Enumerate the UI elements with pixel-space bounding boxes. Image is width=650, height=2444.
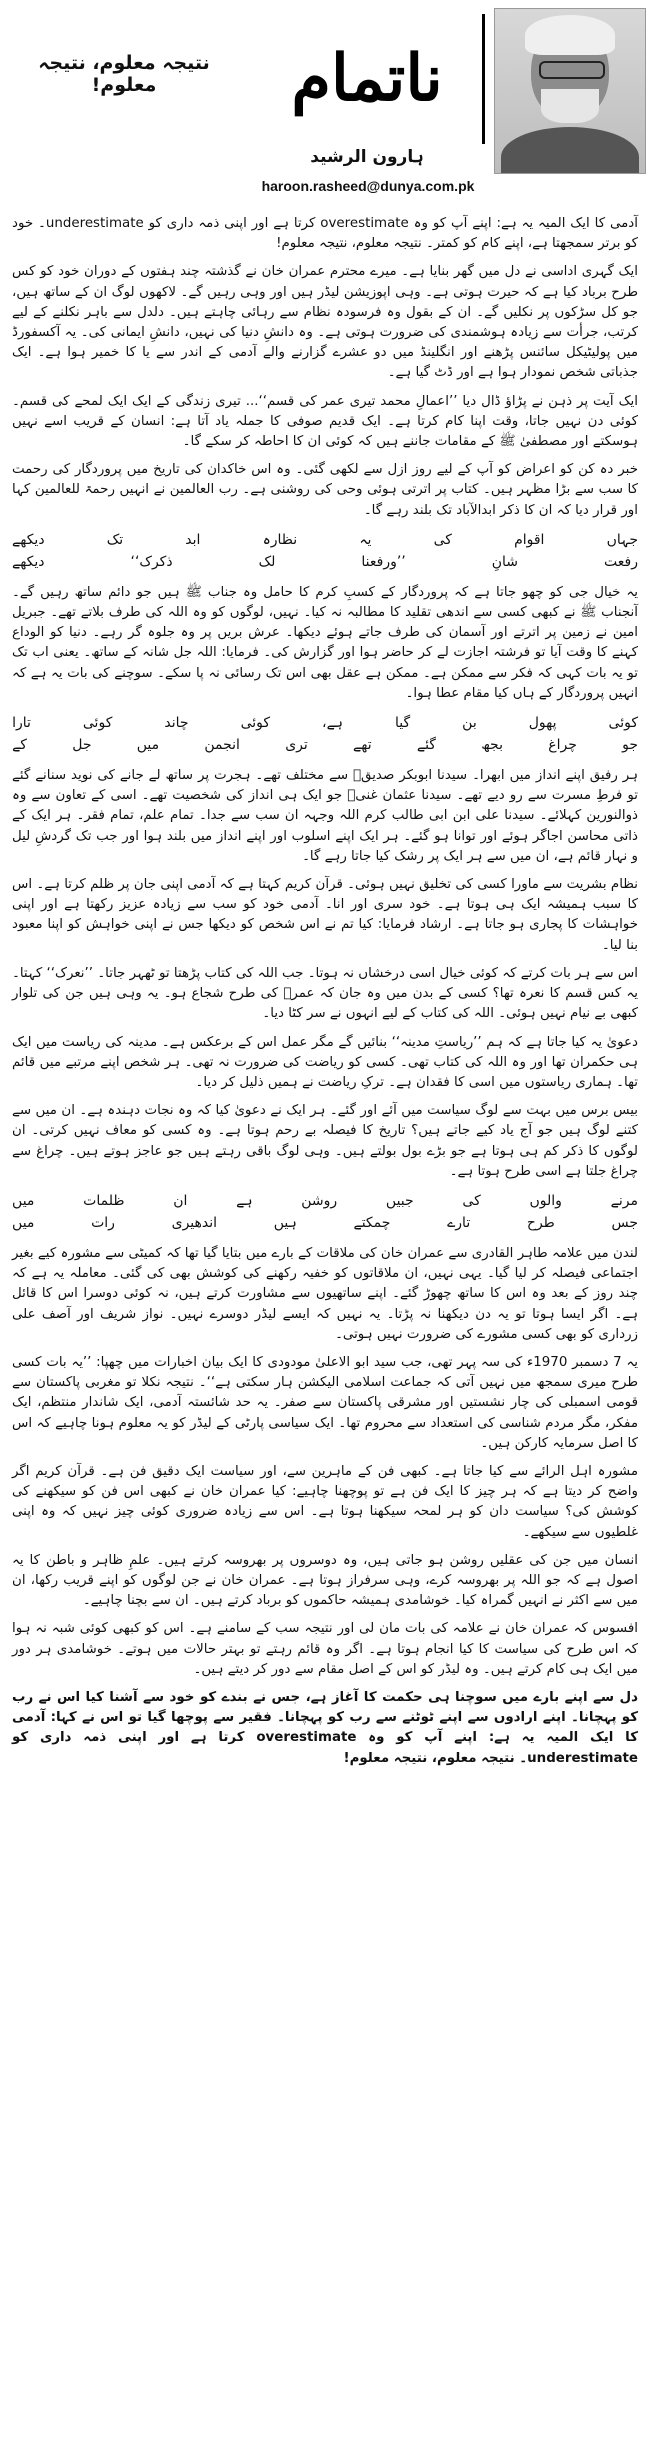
paragraph: مشورہ اہل الرائے سے کیا جاتا ہے۔ کبھی فن کے ماہرین سے، اور سیاست ایک دقیق فن ہے۔ قرآن کریم اگر واضح کر دیتا ہے کہ ہر چیز کا ایک فن ہے تو پوچھنا چاہیے: کیا عمران خان نے کبھی اس فن کو سیکھنے کی کوشش کی؟ سیاست دان کو ہر لمحہ سیکھنا ہوتا ہے۔ اس سے زیادہ ضروری کوئی چیز نہیں کہ وہ اپنی غلطیوں سے سیکھے۔ <box>12 1463 638 1540</box>
paragraph: دعویٰ یہ کیا جاتا ہے کہ ہم ’’ریاستِ مدینہ‘‘ بنائیں گے مگر عمل اس کے برعکس ہے۔ مدینہ کی ریاست میں ایک ہی حکمران تھا اور وہ اللہ کی کتاب تھی۔ کسی کو ریاضت کی ضرورت نہ تھی۔ ہر شخص اپنے مرتبے میں قائم تھا۔ ہماری ریاستوں میں اسی کا فقدان ہے۔ ترکِ ریاضت نے ہمیں ذلیل کر دیا۔ <box>12 1034 638 1090</box>
verse-block-2 <box>12 712 638 756</box>
verse-word: رات <box>91 1214 115 1231</box>
paragraph: خبر دہ کن کو اعراض کو آپ کے لیے روز ازل سے لکھی گئی۔ وہ اس خاکدان کی تاریخ میں پروردگار کی رحمت کا سب سے بڑا مظہر ہیں۔ کتاب پر اترتی ہوئی وحی کی روشنی ہے۔ رب العالمین نے انہیں رحمۃ للعالمین کہا اور قرار دیا کہ ان کا ذکر ابدالآباد تک بلند رہے گا۔ <box>12 462 638 518</box>
paragraph: یہ 7 دسمبر 1970ء کی سہ پہر تھی، جب سید ابو الاعلیٰ مودودی کا ایک بیان اخبارات میں چھپا: ’’یہ بات کسی طرح میری سمجھ میں نہیں آتی کہ جماعت اسلامی الیکشن ہار سکتی ہے‘‘۔ نتیجہ نکلا تو مغربی پاکستان سے قومی اسمبلی کی چار نشستیں اور مشرقی پاکستان سے صفر۔ یہ حد شائستہ آدمی، ایک شاندار منتظم، ایک مفکر، مگر مردم شناسی کی استعداد سے محروم تھا۔ ایک سیاسی پارٹی کے لیڈر کو یہ معلوم ہونا چاہیے کہ اس کا اصل سرمایہ کارکن ہیں۔ <box>12 1354 638 1451</box>
paragraph: ایک آیت پر ذہن نے پڑاؤ ڈال دیا ’’اعمالِ محمد تیری عمر کی قسم‘‘... تیری زندگی کے ایک ایک لمحے کی قسم۔ کوئی دن نہیں جاتا، وقت اپنا کام کرتا ہے۔ ایک قدیم صوفی کا جملہ یاد آتا ہے: انسان کے قریب اسے نہیں ہوسکتے اور مصطفیٰ ﷺ کے مقامات جاننے ہیں کہ کوئی ان کا احاطہ کر سکے گا۔ <box>12 393 638 450</box>
paragraph: لندن میں علامہ طاہر القادری سے عمران خان کی ملاقات کے بارے میں بتایا گیا تھا کہ کمیٹی سے مشورہ کیے بغیر اجتماعی فیصلہ کر لیا گیا۔ یہی نہیں، ان ملاقاتوں کو خفیہ رکھنے کی کوشش بھی کی گئی۔ معاملہ یہ ہے کہ چند روز کے بعد وہ اس کا ساتھ چھوڑ گئے۔ اپنے ساتھیوں سے مشاورت کرتے ہیں، نہ کوئی دوسرا اس کا قائل ہے۔ اگر ایسا ہوتا تو یہ دن دیکھنا نہ پڑتا۔ یہ نہیں کہ ایسے لیڈر دوسرے نہیں۔ نواز شریف اور آصف علی زرداری کو بھی کسی مشورے کی ضرورت نہیں ہوتی۔ <box>12 1245 638 1342</box>
verse-word: جبیں <box>385 1192 414 1209</box>
verse-word: طرح <box>526 1214 555 1231</box>
verse-word: میں <box>12 1214 35 1231</box>
verse-word: ذکرک‘‘ <box>130 553 173 570</box>
author-photo <box>494 8 646 174</box>
verse-word: یہ <box>359 531 372 548</box>
paragraph: بیس برس میں بہت سے لوگ سیاست میں آئے اور گئے۔ ہر ایک نے دعویٰ کیا کہ وہ نجات دہندہ ہے۔ ان میں سے کتنے لوگ ہیں جو آج یاد کیے جاتے ہیں؟ تاریخ کا فیصلہ بے رحم ہوتا ہے۔ وہ کسی کو معاف نہیں کرتی۔ ان لوگوں کا ذکر کم ہی ہوتا ہے جو بڑے بول بولتے ہیں۔ وہی لوگ باقی رہتے ہیں جو عاجز ہوتے ہیں۔ چراغ سے چراغ جلتا ہے اسی طرح ہوتا ہے۔ <box>12 1103 638 1179</box>
column-name: ناتمام <box>291 41 443 116</box>
verse-word: گیا <box>395 715 411 732</box>
verse-word: کوئی <box>608 715 638 732</box>
verse-word: ہیں <box>273 1214 297 1231</box>
paragraph: ہر رفیق اپنے انداز میں ابھرا۔ سیدنا ابوبکر صدیقؓ سے مختلف تھے۔ ہجرت پر ساتھ لے جانے کی نوید سنانے گئے تو فرطِ مسرت سے رو دیے تھے۔ سیدنا عثمان غنیؓ جو ایک ہی انداز کی شخصیت تھے۔ اسی کے تعاون سے وہ ذوالنورین کہلائے۔ سیدنا علی ابن ابی طالب کرم اللہ وجہہ ان سب سے جدا۔ تمام علم، تمام فقر۔ ہر ایک کے ذاتی محاسن اجاگر ہوئے اور توانا ہو گئے۔ ہر ایک اپنے اسلوب اور اپنے انداز میں بلند ہوا اور جب تک گردشِ لیل و نہار قائم ہے، ان میں سے ہر ایک پر رشک کیا جاتا رہے گا۔ <box>12 768 638 864</box>
verse-word: اقوام <box>514 531 545 548</box>
paragraph: یہ خیال جی کو چھو جاتا ہے کہ پروردگار کے کسبِ کرم کا حامل وہ جناب ﷺ ہیں جو دائم ساتھ رہیں گے۔ آنجناب ﷺ نے کبھی کسی سے اندھی تقلید کا مطالبہ نہ کیا۔ نہیں، لوگوں کو وہ اللہ کی طرف بلاتے تھے۔ جبریل امین نے زمین پر اترتے اور آسمان کی طرف جاتے ہوئے دیکھا۔ عرش بریں پر وہ جلوہ گر رہے۔ دنیا کو الوداع کہنے کا وقت آیا تو فرشتہ اجازت لے کر حاضر ہوا اور گزارش کی۔ فرمایا: اللہ جل شانہ کے ساتھ۔ یعنی اب تک تو یہ بات کہی کہ فکر سے ممکن ہے۔ ممکن ہے عقل بھی اس تک رسائی نہ پا سکے۔ سوچنے کی بات یہ ہے کہ انہیں پروردگار کے ہاں کیا مقام عطا ہوا۔ <box>12 584 638 701</box>
verse-word: جو <box>622 737 638 754</box>
verse-word: ابد <box>185 531 201 548</box>
verse-word: بجھ <box>481 737 503 754</box>
verse-block-1 <box>12 529 638 573</box>
verse-word: جل <box>72 737 92 754</box>
paragraph: انسان میں جن کی عقلیں روشن ہو جاتی ہیں، وہ دوسروں پر بھروسہ کرتے ہیں۔ علمِ ظاہر و باطن کا یہ اصول ہے کہ جو اللہ پر بھروسہ کرے، وہی سرفراز ہوتا ہے۔ عمران خان نے جن لوگوں کو اپنے قریب رکھا، ان میں سے اکثر نے انہیں گمراہ کیا۔ خوشامدی ہمیشہ حاکموں کو برباد کرتے ہیں۔ ان سے بچنا چاہیے۔ <box>12 1552 638 1609</box>
verse-word: کوئی <box>240 715 271 732</box>
verse-word: پھول <box>528 715 557 732</box>
author-name: ہارون الرشید <box>310 147 424 167</box>
photo-shoulders <box>501 127 639 174</box>
article-body <box>12 214 638 1777</box>
column-header <box>0 0 650 210</box>
headline: نتیجہ معلوم، نتیجہ معلوم! <box>38 52 210 96</box>
verse-word: ہے <box>236 1192 253 1209</box>
verse-word: تارے <box>447 1214 471 1231</box>
verse-line <box>12 551 638 573</box>
verse-word: اندھیری <box>171 1214 218 1231</box>
verse-word: ہے، <box>322 715 343 732</box>
verse-word: میں <box>136 737 160 754</box>
verse-word: کی <box>462 1192 481 1209</box>
verse-block-3 <box>12 1190 638 1234</box>
verse-word: انجمن <box>204 737 240 754</box>
closing-paragraph: دل سے اپنے بارے میں سوچنا ہی حکمت کا آغاز ہے، جس نے بندے کو خود سے آشنا کیا اس نے رب کو پہچانا۔ اپنے ارادوں سے اپنے ٹوٹنے سے رب کو پہچانا۔ فقیر سے پوچھا گیا تو اس نے کہا: آدمی کا ایک المیہ یہ ہے: اپنے آپ کو وہ overestimate کرتا ہے اور اپنی ذمہ داری کو underestimate۔ نتیجہ معلوم، نتیجہ معلوم! <box>12 1689 638 1766</box>
verse-word: چاند <box>164 715 189 732</box>
verse-word: روشن <box>301 1192 338 1209</box>
verse-word: چمکتے <box>353 1214 391 1231</box>
verse-word: رفعت <box>604 553 638 570</box>
verse-line <box>12 712 638 734</box>
brand-box <box>252 14 485 144</box>
paragraph: ایک گہری اداسی نے دل میں گھر بنایا ہے۔ میرے محترم عمران خان نے گذشتہ چند ہفتوں کے دوران خود کو کس طرح برباد کیا ہے کہ حیرت ہوتی ہے۔ وہی اپوزیشن لیڈر ہیں اور وہی رہیں گے۔ لاکھوں لوگ ان کے ساتھ ہیں، جو کل سڑکوں پر نکلیں گے۔ ان کے بقول وہ فرسودہ نظام سے رہائی چاہتے ہیں۔ دلدل سے باہر نکلنے کے لیے کرتب، جرأت سے زیادہ ہوشمندی کی ضرورت ہوتی ہے۔ وہ دانشِ دنیا کی نہیں، دانشِ ایمانی کی۔ یہ آکسفورڈ میں پولیٹیکل سائنس پڑھنے اور انگلینڈ میں دو عشرے گزارنے والے آدمی کے اندر سے یا کا خمیر ہوا ہے۔ ایک جذباتی شخص نمودار ہوا ہے اور ڈٹ گیا ہے۔ <box>12 264 638 381</box>
verse-word: میں <box>12 1192 35 1209</box>
paragraph: آدمی کا ایک المیہ یہ ہے: اپنے آپ کو وہ overestimate کرتا ہے اور اپنی ذمہ داری کو underestimate۔ خود کو برتر سمجھتا ہے، اپنے کام کو کمتر۔ نتیجہ معلوم، نتیجہ معلوم! <box>12 216 638 252</box>
paragraph: نظام بشریت سے ماورا کسی کی تخلیق نہیں ہوئی۔ قرآن کریم کہتا ہے کہ آدمی اپنی جان پر ظلم کرتا ہے۔ اس کا سبب ہمیشہ ایک ہی ہوتا ہے۔ خود سری اور انا۔ آدمی خود کو سب سے زیادہ عزیز رکھتا ہے اور اپنی خواہشات کا پجاری ہو جاتا ہے۔ ارشاد فرمایا: کیا تم نے اس شخص کو دیکھا جس نے اپنی خواہش کو اپنا معبود بنا لیا۔ <box>12 877 638 953</box>
author-email: haroon.rasheed@dunya.com.pk <box>261 178 475 194</box>
verse-line <box>12 1212 638 1234</box>
verse-line <box>12 1190 638 1212</box>
photo-beard <box>541 89 599 123</box>
verse-word: تک <box>106 531 124 548</box>
verse-word: گئے <box>416 737 436 754</box>
verse-word: شانِ <box>491 553 519 570</box>
paragraph: افسوس کہ عمران خان نے علامہ کی بات مان لی اور نتیجہ سب کے سامنے ہے۔ اس کو کبھی کوئی شبہ نہ ہوا کہ اس طرح کی سیاست کا کیا انجام ہوتا ہے۔ اگر وہ قائم رہتے تو بہتر حالات میں ہوتے۔ خوشامدی ہر دور میں ایک ہی کام کرتے ہیں۔ وہ لیڈر کو اس کے اصل مقام سے دور کر دیتے ہیں۔ <box>12 1621 638 1677</box>
photo-glasses <box>539 61 605 79</box>
verse-line <box>12 529 638 551</box>
verse-word: تھے <box>353 737 372 754</box>
photo-hair <box>525 15 615 55</box>
verse-word: لک <box>258 553 276 570</box>
verse-line <box>12 734 638 756</box>
verse-word: مرنے <box>610 1192 638 1209</box>
verse-word: جہاں <box>606 531 638 548</box>
masthead <box>248 6 650 204</box>
verse-word: جس <box>611 1214 638 1231</box>
verse-word: دیکھے <box>12 531 45 548</box>
verse-word: بن <box>462 715 477 732</box>
verse-word: ظلمات <box>83 1192 125 1209</box>
verse-word: کوئی <box>82 715 113 732</box>
verse-word: نظارہ <box>262 531 298 548</box>
verse-word: کی <box>433 531 452 548</box>
verse-word: کے <box>12 737 27 754</box>
paragraph: اس سے ہر بات کرتے کہ کوئی خیال اسی درخشاں نہ ہوتا۔ جب اللہ کی کتاب پڑھتا تو ٹھہر جاتا۔ ’’نعرک‘‘ کہتا۔ یہ کس قسم کا نعرہ تھا؟ کسی کے بدن میں وہ جان کہ عمرؓ کی طرح شجاع ہو۔ یہ وہی ہیں جن کی تلوار کبھی بے نیام نہیں ہوئی۔ اللہ کی کتاب کے لیے انہوں نے سر کٹا دیا۔ <box>12 965 638 1022</box>
verse-word: ان <box>173 1192 188 1209</box>
verse-word: ’’ورفعنا <box>361 553 406 570</box>
verse-word: والوں <box>529 1192 562 1209</box>
verse-word: دیکھے <box>12 553 45 570</box>
verse-word: چراغ <box>548 737 577 754</box>
verse-word: تری <box>285 737 308 754</box>
verse-word: تارا <box>12 715 31 732</box>
